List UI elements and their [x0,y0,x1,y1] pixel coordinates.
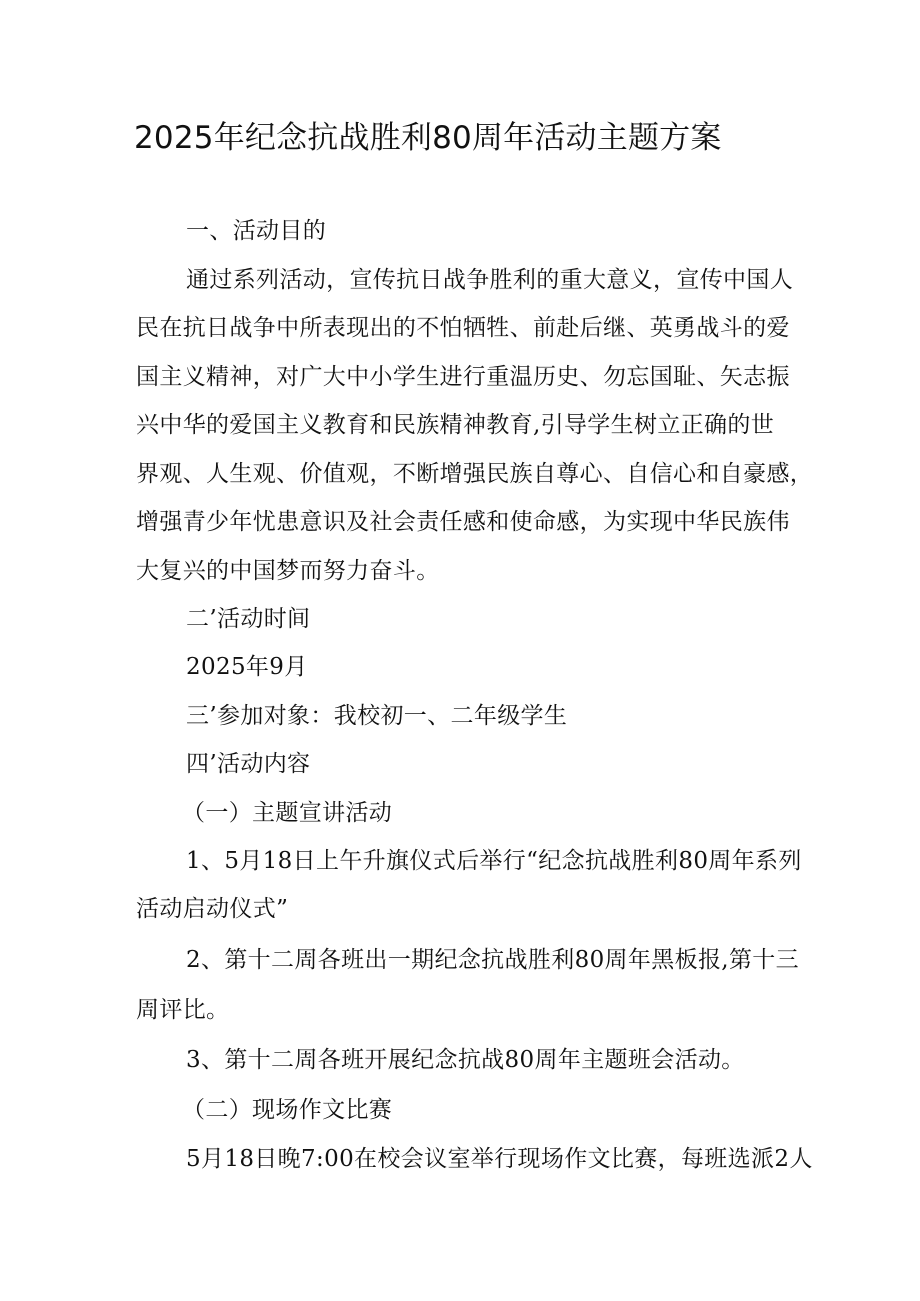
paragraph-line: 大复兴的中国梦而努力奋斗。 [136,558,440,584]
document-title: 2025年纪念抗战胜利80周年活动主题方案 [134,120,722,156]
paragraph-line: 5月18日晚7:00在校会议室举行现场作文比赛，每班选派2人 [186,1146,813,1172]
section-heading-content: 四’活动内容 [186,751,311,777]
paragraph-line: 界观、人生观、价值观，不断增强民族自尊心、自信心和自豪感， [136,461,814,487]
activity-date: 2025年9月 [186,654,308,680]
list-item-line: 1、5月18日上午升旗仪式后举行“纪念抗战胜利80周年系列 [186,848,802,874]
list-item-line: 周评比。 [136,997,230,1023]
subsection-heading-essay: （二）现场作文比赛 [182,1097,393,1123]
paragraph-line: 通过系列活动，宣传抗日战争胜利的重大意义，宣传中国人 [186,267,794,293]
paragraph-line: 增强青少年忧患意识及社会责任感和使命感，为实现中华民族伟 [136,509,790,535]
list-item-line: 2、第十二周各班出一期纪念抗战胜利80周年黑板报,第十三 [186,947,800,973]
list-item-line: 活动启动仪式” [136,896,289,922]
paragraph-line: 民在抗日战争中所表现出的不怕牺牲、前赴后继、英勇战斗的爱 [136,315,790,341]
paragraph-line: 兴中华的爱国主义教育和民族精神教育,引导学生树立正确的世 [136,412,775,438]
section-heading-participants: 三’参加对象：我校初一、二年级学生 [186,703,568,729]
paragraph-line: 国主义精神，对广大中小学生进行重温历史、勿忘国耻、矢志振 [136,364,790,390]
section-heading-time: 二’活动时间 [186,606,311,632]
list-item-line: 3、第十二周各班开展纪念抗战80周年主题班会活动。 [186,1047,745,1073]
subsection-heading-lecture: （一）主题宣讲活动 [182,800,393,826]
section-heading-purpose: 一、活动目的 [186,218,327,244]
